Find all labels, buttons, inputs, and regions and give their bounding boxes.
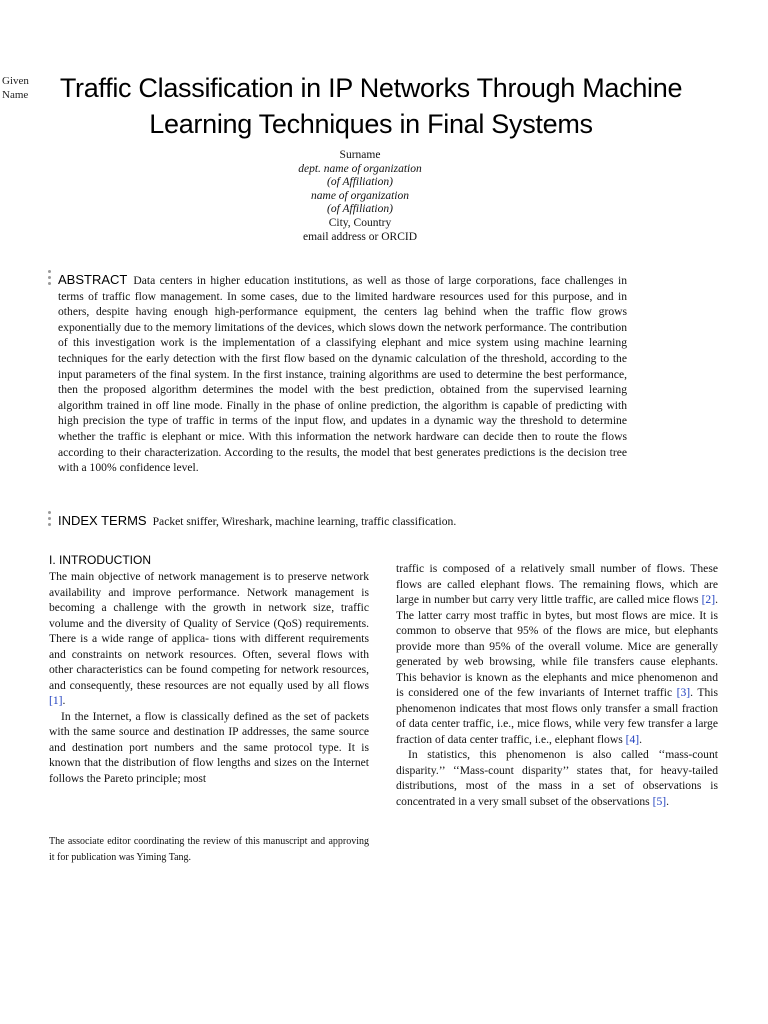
paragraph-text: traffic is composed of a relatively small number of flows. These flows are called elephant flows. The remaining flows, which are large in number but carry very little traffic, are called mice flows bbox=[396, 562, 718, 606]
right-column bbox=[396, 561, 718, 809]
citation-link[interactable]: [5] bbox=[652, 794, 667, 808]
paragraph-text: . bbox=[62, 694, 66, 707]
author-org: name of organization bbox=[311, 189, 409, 202]
paragraph bbox=[396, 747, 718, 809]
paragraph-text: In statistics, this phenomenon is also called ‘‘mass-count disparity.’’ ‘‘Mass-count disparity’’ states that, for heavy-tailed distributions, most of the mass in a set of observations is concentrated in a very small subset of the observations bbox=[396, 748, 718, 808]
left-column bbox=[49, 569, 369, 786]
given-name: Given Name bbox=[2, 75, 29, 101]
abstract-section bbox=[58, 272, 627, 476]
abstract-text: Data centers in higher education institutions, as well as those of large corporations, face challenges in terms of traffic flow management. In some cases, due to the limited hardware resources used for this purpose, and in others, despite having enough high-performance equipment, the centers lag behind when the traffic flow grows exponentially due to the memory limitations of the devices, which slows down the network performance. The contribution of this investigation work is the implementation of a classifying elephant and mice system using machine learning techniques for the early detection with the first flow based on the dynamic calculation of the threshold, according to the input parameters of the final system. In the first instance, training algorithms are used to determine the best performance, then the proposed algorithm determines the model with the best prediction, obtained from the supervised learning algorithm trained in off line mode. Finally in the phase of online prediction, the algorithm is capable of predicting with high precision the type of traffic in terms of the input flow, and updates in a dynamic way the threshold to determine whether the traffic is elephant or mice. With this information the network hardware can decide then to route the flows according to their characterization. According to the results, the model that best generates predictions is the decision tree with a 100% confidence level. bbox=[58, 274, 627, 475]
citation-link[interactable]: [3] bbox=[676, 686, 691, 699]
paragraph-text: The main objective of network management is to preserve network availability and improve performance. Network management is becoming a challenge with the growth in network size, traffic volume and the diversity of Quality of Service (QoS) requirements. There is a wide range of applica- tions with different requirements and constraints on network resources. Often, several flows with other characteristics can be found competing for network resources, and consequently, these resources are not equally used by all flows bbox=[49, 570, 369, 692]
footnote: The associate editor coordinating the review of this manuscript and approving it for publication was Yiming Tang. bbox=[49, 836, 369, 863]
drag-handle-icon[interactable] bbox=[48, 270, 52, 285]
paragraph-text: . bbox=[666, 794, 670, 808]
citation-link[interactable]: [4] bbox=[625, 732, 640, 746]
paragraph: In the Internet, a flow is classically defined as the set of packets with the same source and destination IP addresses, the same source and destination port numbers and the same protocol type. It is known that the distribution of flow lengths and sizes on the Internet follows the Pareto principle; most bbox=[49, 709, 369, 785]
paragraph bbox=[396, 561, 718, 747]
author-affiliation-1: (of Affiliation) bbox=[327, 176, 393, 189]
drag-handle-icon[interactable] bbox=[48, 511, 52, 526]
author-affiliation-2: (of Affiliation) bbox=[327, 203, 393, 216]
paragraph-text: . This phenomenon indicates that most flows only transfer a small fraction of data center traffic, i.e., mice flows, while very few transfer a large fraction of data center traffic, i.e., elephant flows bbox=[396, 686, 718, 746]
index-terms-label: INDEX TERMS bbox=[58, 513, 147, 528]
paragraph-text: . The latter carry most traffic in bytes, but most flows are mice. It is common to observe that 95% of the flows are mice, but elephants provide more than 95% of the overall volume. Mice are generally generated by web browsing, while file transfers cause elephants. This behavior is known as the elephants and mice phenomenon and is considered one of the few invariants of Internet traffic bbox=[396, 593, 718, 699]
index-terms-section bbox=[58, 513, 618, 530]
author-dept: dept. name of organization bbox=[298, 162, 422, 175]
section-heading: I. INTRODUCTION bbox=[49, 553, 151, 567]
paragraph bbox=[49, 569, 369, 709]
author-city: City, Country bbox=[328, 216, 392, 229]
author-surname: Surname bbox=[339, 149, 381, 161]
author-block bbox=[200, 149, 520, 244]
citation-link[interactable]: [2] bbox=[701, 593, 716, 606]
paper-title: Traffic Classification in IP Networks Through Machine Learning Techniques in Final Systems bbox=[59, 73, 683, 139]
abstract-label: ABSTRACT bbox=[58, 272, 128, 287]
paragraph-text: . bbox=[639, 732, 643, 746]
author-email: email address or ORCID bbox=[302, 230, 418, 243]
citation-link[interactable]: [1] bbox=[49, 694, 63, 707]
index-terms-text: Packet sniffer, Wireshark, machine learning, traffic classification. bbox=[152, 515, 457, 528]
